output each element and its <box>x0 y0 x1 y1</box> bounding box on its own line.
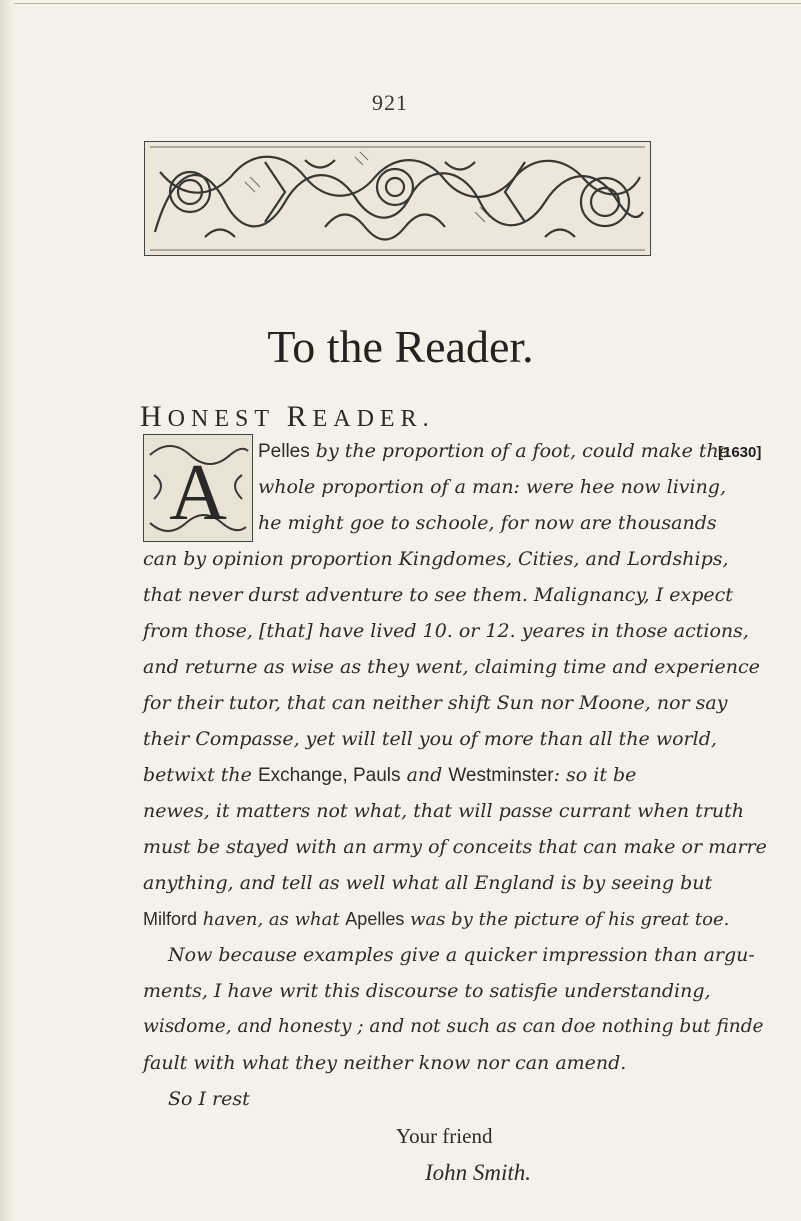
text-line-12: must be stayed with an army of conceits that can make or marre <box>143 836 767 858</box>
page-title: To the Reader. <box>267 321 534 372</box>
decorated-drop-cap <box>143 434 253 542</box>
text-line-1 <box>258 442 801 461</box>
text-line-6: from those, [that] have lived 10. or 12. yeares in those actions, <box>143 620 749 642</box>
salutation <box>140 400 435 434</box>
text-line-8: for their tutor, that can neither shift Sun nor Moone, nor say <box>143 692 728 714</box>
margin-date-note: [1630] <box>718 444 762 461</box>
text-line-2: whole proportion of a man: were hee now living, <box>258 476 727 498</box>
salutation-word-1: ONEST <box>167 406 275 432</box>
text-line-15: Now because examples give a quicker impression than argu- <box>168 944 755 966</box>
salutation-initial-r: R <box>286 400 313 433</box>
text-run: Compasse <box>195 728 294 750</box>
drop-cap-letter: A <box>169 449 227 537</box>
text-line-14 <box>143 909 730 930</box>
valediction: Your friend <box>396 1124 493 1148</box>
text-run: Westminster <box>448 765 554 786</box>
text-run: : so it be <box>553 764 637 786</box>
text-run: was by the picture of his great toe. <box>404 909 730 930</box>
text-run: betwixt the <box>143 764 258 786</box>
text-line-4: can by opinion proportion Kingdomes, Cities, and Lordships, <box>143 548 729 570</box>
text-run: and <box>400 764 449 786</box>
text-line-7: and returne as wise as they went, claiming time and experience <box>143 656 760 678</box>
text-line-16: ments, I have writ this discourse to satisfie understanding, <box>143 980 711 1002</box>
text-run: Pelles <box>258 441 310 462</box>
text-line-9 <box>143 728 717 750</box>
text-run: Milford <box>143 909 198 929</box>
text-line-18: fault with what they neither know nor can amend. <box>143 1052 627 1074</box>
text-line-13: anything, and tell as well what all England is by seeing but <box>143 872 713 894</box>
page-number: 921 <box>372 90 408 115</box>
text-run: haven, as what <box>197 909 346 930</box>
text-run: by the proportion of a foot, could make the <box>309 440 731 462</box>
text-line-3: he might goe to schoole, for now are thousands <box>258 512 717 534</box>
page-gutter-shadow <box>0 0 14 1221</box>
signature: Iohn Smith. <box>425 1160 532 1185</box>
text-line-19: So I rest <box>168 1088 250 1110</box>
salutation-initial-h: H <box>140 400 168 433</box>
text-line-17: wisdome, and honesty ; and not such as can doe nothing but finde <box>143 1016 764 1037</box>
text-run: Apelles <box>345 909 405 929</box>
text-run: Exchange, Pauls <box>257 765 401 786</box>
text-run: , yet will tell you of more than all the world, <box>293 728 717 750</box>
text-line-11: newes, it matters not what, that will passe currant when truth <box>143 800 745 822</box>
salutation-word-2: EADER. <box>312 406 435 432</box>
text-run: their <box>143 728 196 750</box>
headpiece-ornament <box>144 141 651 256</box>
text-line-10 <box>143 766 713 785</box>
page-top-edge <box>0 3 801 4</box>
text-line-5: that never durst adventure to see them. Malignancy, I expect <box>143 584 733 606</box>
